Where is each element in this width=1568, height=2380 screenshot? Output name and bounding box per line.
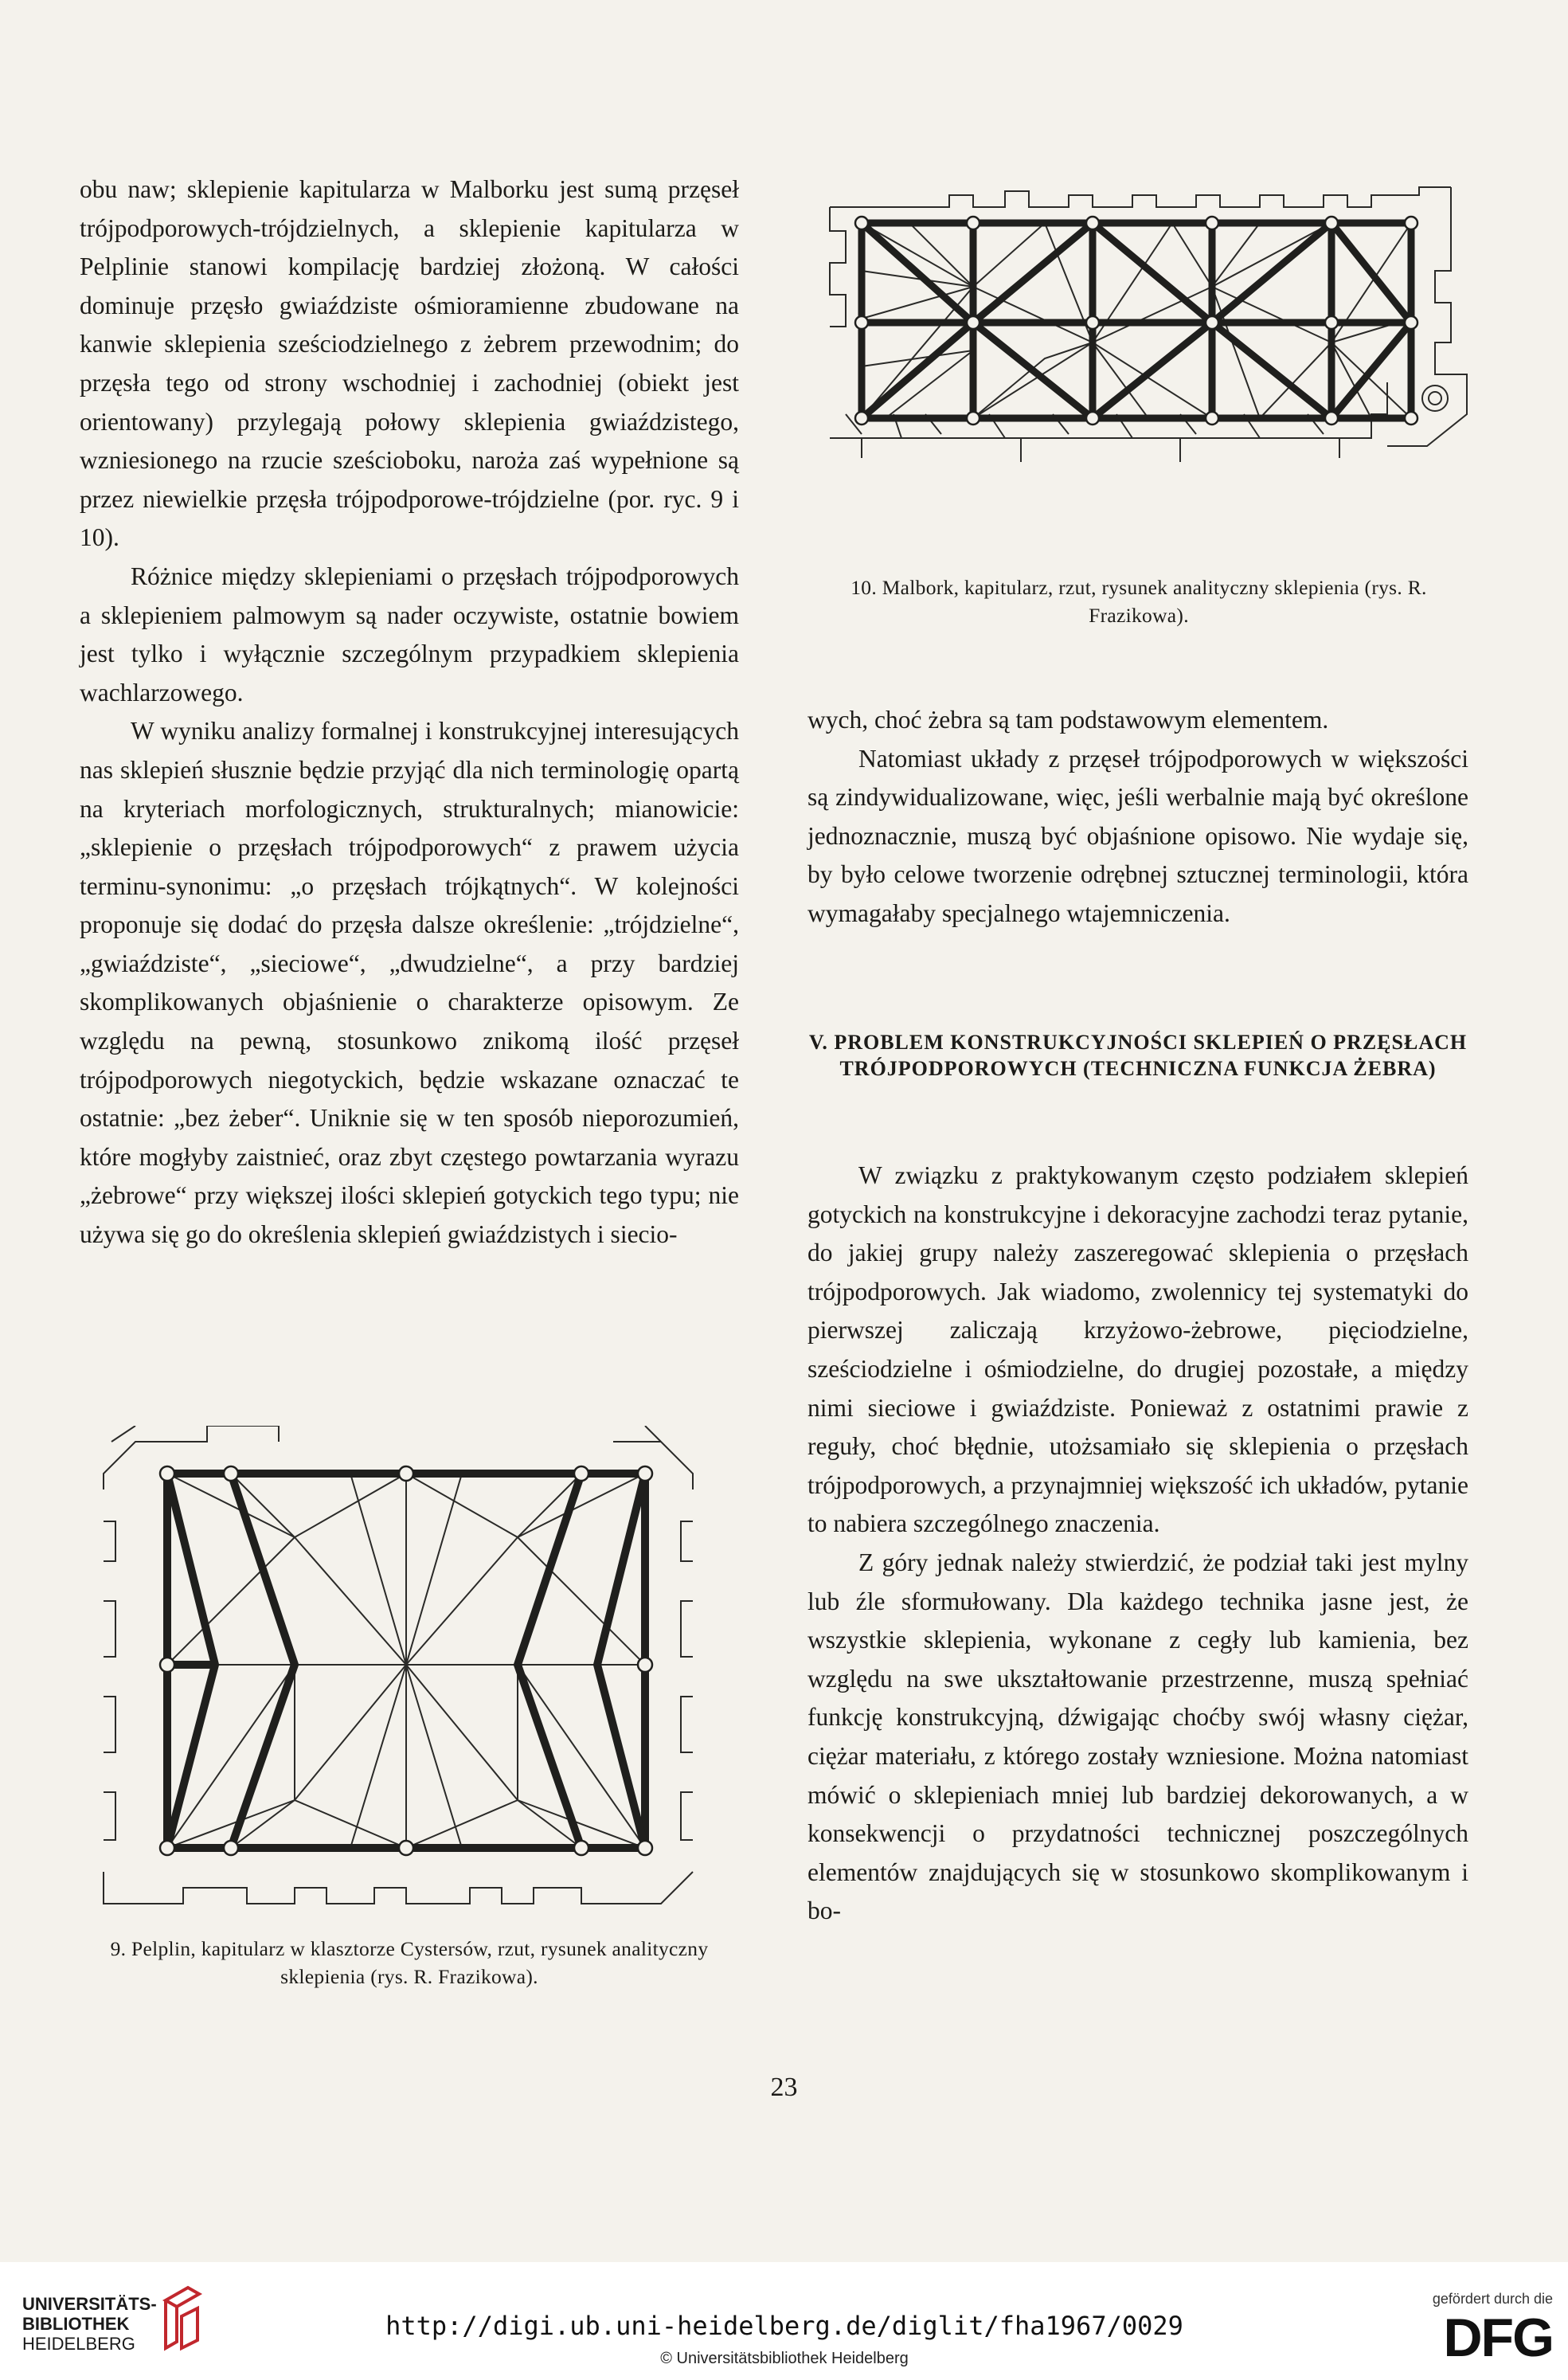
library-name-line: BIBLIOTHEK xyxy=(22,2314,130,2334)
paragraph: Z góry jednak należy stwierdzić, że podział taki jest mylny lub źle sformułowany. Dla każdego technika jasne jest, że wszystkie sklepienia, wykonane z cegły lub kamienia, bez względu na swe ukształtowanie przestrzenne, muszą spełniać funkcję konstrukcyjną, dźwigając choćby swój własny ciężar, ciężar materiału, z którego zostały wzniesione. Można natomiast mówić o sklepieniach mniej lub bardziej dekorowanych, a w konsekwencji o przydatności technicznej poszczególnych elementów znajdujących się w stosunkowo skomplikowanym i bo- xyxy=(807,1548,1468,1925)
right-text-column xyxy=(807,701,1468,934)
dfg-logo[interactable]: DFG xyxy=(1443,2308,1553,2368)
right-text-column-continued xyxy=(807,1157,1468,1931)
paragraph: W związku z praktykowanym często podziałem sklepień gotyckich na konstrukcyjne i dekoracyjne zachodzi teraz pytanie, do jakiej grupy należy zaszeregować sklepienia o przęsłach trójpodporowych. Jak wiadomo, zwolennicy tej systematyki do pierwszej zaliczają krzyżowo-żebrowe, pięciodzielne, sześciodzielne i ośmiodzielne, do drugiej pozostałe, a między nimi sieciowe i gwiaździste. Ponieważ z ostatnimi prawie z reguły, choć błędnie, utożsamiało się sklepienia o przęsłach trójpodporowych, a przynajmniej większość ich układów, pytanie to nabiera szczególnego znaczenia. xyxy=(807,1161,1468,1538)
page-number: 23 xyxy=(770,2073,798,2102)
copyright-notice: © Universitätsbibliothek Heidelberg xyxy=(660,2350,909,2367)
paragraph: obu naw; sklepienie kapitularza w Malborku jest sumą przęseł trójpodporowych-trójdzielnych, a sklepienie kapitularza w Pelplinie stanowi kompilację bardziej złożoną. W całości dominuje przęsło gwiaździste ośmioramienne zbudowane na kanwie sklepienia sześciodzielnego z żebrem przewodnim; do przęsła tego od strony wschodniej i zachodniej (obiekt jest orientowany) przylegają połowy sklepienia gwiaździstego, wzniesionego na rzucie sześcioboku, naroża zaś wypełnione są przez niewielkie przęsła trójpodporowe-trójdzielne (por. ryc. 9 i 10). xyxy=(80,175,739,552)
paragraph: Różnice między sklepieniami o przęsłach trójpodporowych a sklepieniem palmowym są nader oczywiste, ostatnie bowiem jest tylko i wyłącznie szczególnym przypadkiem sklepienia wachlarzowego. xyxy=(80,562,739,707)
paragraph: Natomiast układy z przęseł trójpodporowych w większości są zindywidualizowane, więc, jeśli werbalnie mają być określone jednoznacznie, muszą być objaśnione opisowo. Nie wydaje się, by było celowe tworzenie odrębnej sztucznej terminologii, która wymagałaby specjalnego wtajemniczenia. xyxy=(807,744,1468,927)
library-logo-icon xyxy=(159,2284,204,2351)
figure-10-vault-plan xyxy=(814,175,1483,518)
library-logo-text[interactable] xyxy=(22,2294,157,2354)
section-heading: V. PROBLEM KONSTRUKCYJNOŚCI SKLEPIEŃ O PRZĘSŁACH TRÓJPODPOROWYCH (TECHNICZNA FUNKCJA ŻEBRA) xyxy=(808,1031,1468,1080)
library-name-line: UNIVERSITÄTS- xyxy=(22,2294,157,2314)
figure-9-caption: 9. Pelplin, kapitularz w klasztorze Cystersów, rzut, rysunek analityczny sklepienia (rys. R. Frazikowa). xyxy=(110,1937,709,1988)
digital-object-url[interactable]: http://digi.ub.uni-heidelberg.de/diglit/fha1967/0029 xyxy=(385,2311,1183,2341)
library-name-line: HEIDELBERG xyxy=(22,2334,135,2354)
left-text-column xyxy=(80,170,739,1255)
paragraph: W wyniku analizy formalnej i konstrukcyjnej interesujących nas sklepień słusznie będzie przyjąć dla nich terminologię opartą na kryteriach morfologicznych, strukturalnych; mianowicie: „sklepienie o przęsłach trójpodporowych“ z prawem użycia terminu-synonimu: „o przęsłach trójkątnych“. W kolejności proponuje się dodać do przęsła dalsze określenie: „trójdzielne“, „gwiaździste“, „sieciowe“, „dwudzielne“, a przy bardziej skomplikowanych objaśnienie o charakterze opisowym. Ze względu na pewną, stosunkowo znikomą ilość przęseł trójpodporowych niegotyckich, będzie wskazane oznaczać te ostatnie: „bez żeber“. Uniknie się w ten sposób nieporozumień, które mogłyby zaistnieć, oraz zbyt częstego powtarzania wyrazu „żebrowe“ przy większej ilości sklepień gotyckich tego typu; nie używa się go do określenia sklepień gwiaździstych i siecio- xyxy=(80,717,739,1249)
paragraph: wych, choć żebra są tam podstawowym elementem. xyxy=(807,706,1329,734)
funding-note: gefördert durch die xyxy=(1432,2291,1553,2307)
figure-10-caption: 10. Malbork, kapitularz, rzut, rysunek analityczny sklepienia (rys. R. Frazikowa). xyxy=(850,576,1427,627)
figure-9-vault-plan xyxy=(88,1426,725,1920)
